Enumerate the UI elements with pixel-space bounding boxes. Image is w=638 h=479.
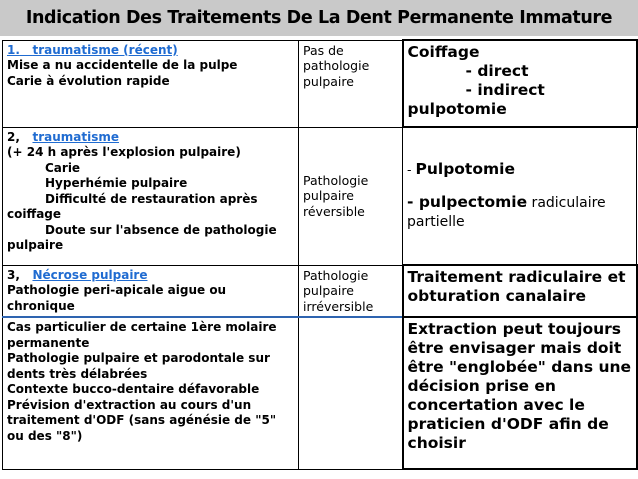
pathology-line: Pas de	[303, 42, 344, 58]
row-number: 1.	[7, 42, 20, 57]
table-row	[3, 127, 637, 265]
case-line: Carie à évolution rapide	[7, 73, 170, 88]
treatment-radiculaire: radiculaire	[527, 195, 606, 211]
row-number: 2,	[7, 129, 20, 144]
table-row	[3, 265, 637, 317]
pathology-line: Pathologie	[303, 267, 369, 283]
case-line: dents très délabrées	[7, 366, 148, 381]
case-line: Pathologie pulpaire et parodontale sur	[7, 351, 270, 365]
treatment-line: obturation canalaire	[407, 287, 586, 305]
case-line: Pathologie peri-apicale aigue ou	[7, 283, 227, 297]
pathology-line: pulpaire	[303, 283, 354, 298]
row-heading: traumatisme (récent)	[32, 42, 178, 57]
treatment-line: praticien d'ODF afin de	[407, 415, 609, 433]
case-line: permanente	[7, 335, 90, 350]
treatment-sub: - indirect	[465, 81, 545, 99]
treatment-pulpotomie: Pulpotomie	[415, 160, 515, 178]
treatment-dash: -	[407, 162, 416, 177]
treatment-partielle: partielle	[407, 214, 465, 230]
treatment-cell	[403, 317, 637, 469]
treatment-main: Coiffage	[407, 43, 480, 61]
treatment-line: Traitement radiculaire et	[407, 268, 626, 286]
page-title: Indication Des Traitements De La Dent Permanente Immature	[25, 8, 613, 28]
treatment-cell	[403, 265, 637, 317]
treatment-line: être envisager mais doit	[407, 339, 622, 357]
case-cell	[3, 127, 299, 265]
case-cell	[3, 40, 299, 127]
case-line: Mise a nu accidentelle de la pulpe	[7, 58, 238, 72]
treatment-line: être "englobée" dans une	[407, 358, 632, 376]
case-line: ou des "8")	[7, 428, 83, 443]
treatment-cell	[403, 40, 637, 127]
empty-cell	[299, 317, 403, 469]
pathology-cell	[299, 265, 403, 317]
case-line: Contexte bucco-dentaire défavorable	[7, 382, 260, 396]
row-heading: Nécrose pulpaire	[32, 267, 148, 282]
pathology-line: réversible	[303, 203, 365, 219]
treatment-line: Extraction peut toujours	[407, 320, 621, 338]
treatment-sub: - direct	[465, 62, 529, 80]
case-line: chronique	[7, 298, 75, 313]
case-line-indented: Carie	[45, 160, 81, 175]
pathology-cell	[299, 127, 403, 265]
pathology-line: Pathologie	[303, 172, 369, 188]
case-cell	[3, 265, 299, 317]
case-line: traitement d'ODF (sans agénésie de "5"	[7, 413, 277, 427]
case-line-indented: Hyperhémie pulpaire	[45, 176, 188, 190]
row-number: 3,	[7, 267, 20, 282]
treatment-extra: pulpotomie	[407, 100, 507, 118]
case-line-indented: Difficulté de restauration après	[45, 191, 258, 206]
case-line-indented: Doute sur l'absence de pathologie	[45, 222, 277, 237]
case-line: pulpaire	[7, 238, 64, 252]
treatment-table	[2, 39, 638, 470]
pathology-line: pulpaire	[303, 73, 354, 89]
case-line: Cas particulier de certaine 1ère molaire	[7, 320, 277, 334]
treatment-line: décision prise en	[407, 377, 556, 395]
treatment-line: concertation avec le	[407, 396, 585, 414]
title-bar	[0, 0, 638, 36]
treatment-cell	[403, 127, 637, 265]
pathology-cell	[299, 40, 403, 127]
pathology-line: irréversible	[303, 298, 374, 314]
treatment-line: choisir	[407, 434, 466, 452]
pathology-line: pulpaire	[303, 188, 354, 204]
case-line: coiffage	[7, 207, 62, 221]
case-cell	[3, 317, 299, 469]
treatment-pulpectomie: - pulpectomie	[407, 193, 528, 211]
table-row	[3, 317, 637, 469]
table-row	[3, 40, 637, 127]
row-heading: traumatisme	[32, 129, 119, 144]
pathology-line: pathologie	[303, 58, 370, 73]
case-line: (+ 24 h après l'explosion pulpaire)	[7, 145, 241, 159]
case-line: Prévision d'extraction au cours d'un	[7, 397, 252, 412]
